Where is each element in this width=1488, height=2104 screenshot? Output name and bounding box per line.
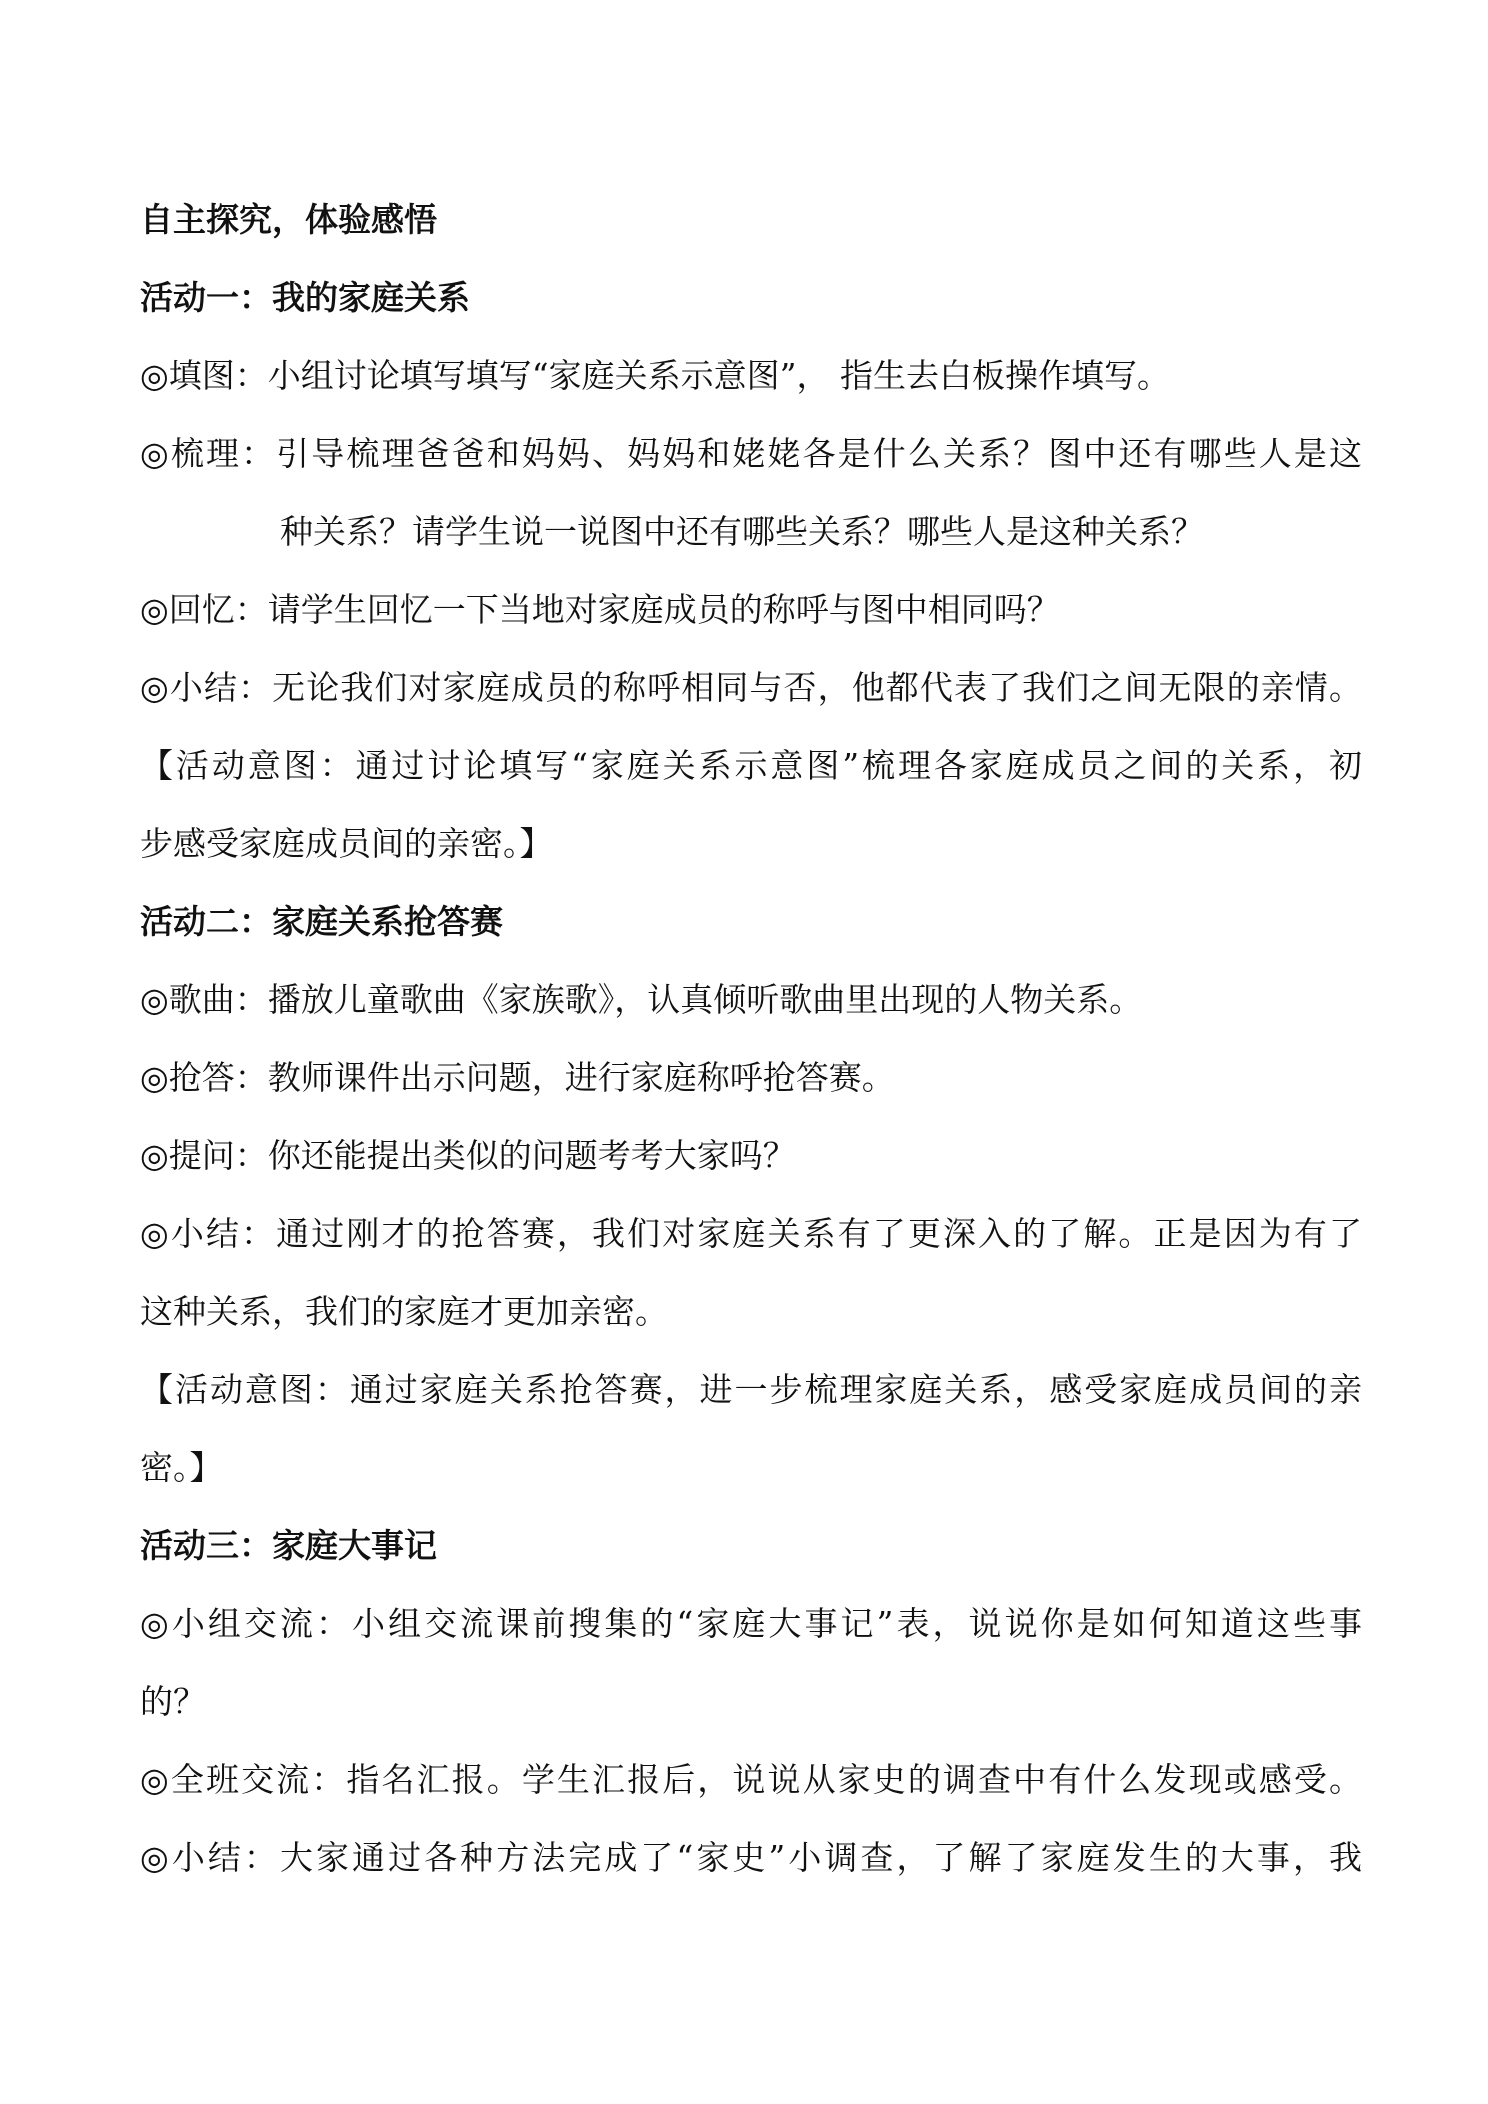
- paragraph-line: 这种关系，我们的家庭才更加亲密。: [140, 1292, 668, 1331]
- paragraph-line: ◎小结：无论我们对家庭成员的称呼相同与否，他都代表了我们之间无限的亲情。: [140, 668, 1362, 707]
- paragraph-line: ◎梳理：引导梳理爸爸和妈妈、妈妈和姥姥各是什么关系？图中还有哪些人是这: [140, 434, 1362, 473]
- intent-note-line: 【活动意图：通过家庭关系抢答赛，进一步梳理家庭关系，感受家庭成员间的亲: [140, 1370, 1362, 1409]
- paragraph-line: 的？: [140, 1682, 206, 1721]
- intent-note-line: 密。】: [140, 1448, 223, 1487]
- intent-note-line: 步感受家庭成员间的亲密。】: [140, 824, 553, 863]
- activity-three-heading: 活动三：家庭大事记: [140, 1526, 437, 1565]
- paragraph-line: ◎小组交流：小组交流课前搜集的“家庭大事记”表，说说你是如何知道这些事: [140, 1604, 1362, 1643]
- paragraph-line: ◎小结：通过刚才的抢答赛，我们对家庭关系有了更深入的了解。正是因为有了: [140, 1214, 1362, 1253]
- paragraph-line: ◎全班交流：指名汇报。学生汇报后，说说从家史的调查中有什么发现或感受。: [140, 1760, 1362, 1799]
- activity-two-heading: 活动二：家庭关系抢答赛: [140, 902, 503, 941]
- paragraph-line: ◎填图：小组讨论填写填写“家庭关系示意图”， 指生去白板操作填写。: [140, 356, 1171, 395]
- paragraph-line: 种关系？请学生说一说图中还有哪些关系？哪些人是这种关系？: [280, 512, 1204, 551]
- paragraph-line: ◎小结：大家通过各种方法完成了“家史”小调查，了解了家庭发生的大事，我: [140, 1838, 1362, 1877]
- paragraph-line: ◎歌曲：播放儿童歌曲《家族歌》，认真倾听歌曲里出现的人物关系。: [140, 980, 1143, 1019]
- paragraph-line: ◎提问：你还能提出类似的问题考考大家吗？: [140, 1136, 796, 1175]
- intent-note-line: 【活动意图：通过讨论填写“家庭关系示意图”梳理各家庭成员之间的关系，初: [140, 746, 1362, 785]
- section-heading: 自主探究，体验感悟: [140, 200, 437, 239]
- activity-one-heading: 活动一：我的家庭关系: [140, 278, 470, 317]
- paragraph-line: ◎抢答：教师课件出示问题，进行家庭称呼抢答赛。: [140, 1058, 895, 1097]
- paragraph-line: ◎回忆：请学生回忆一下当地对家庭成员的称呼与图中相同吗？: [140, 590, 1060, 629]
